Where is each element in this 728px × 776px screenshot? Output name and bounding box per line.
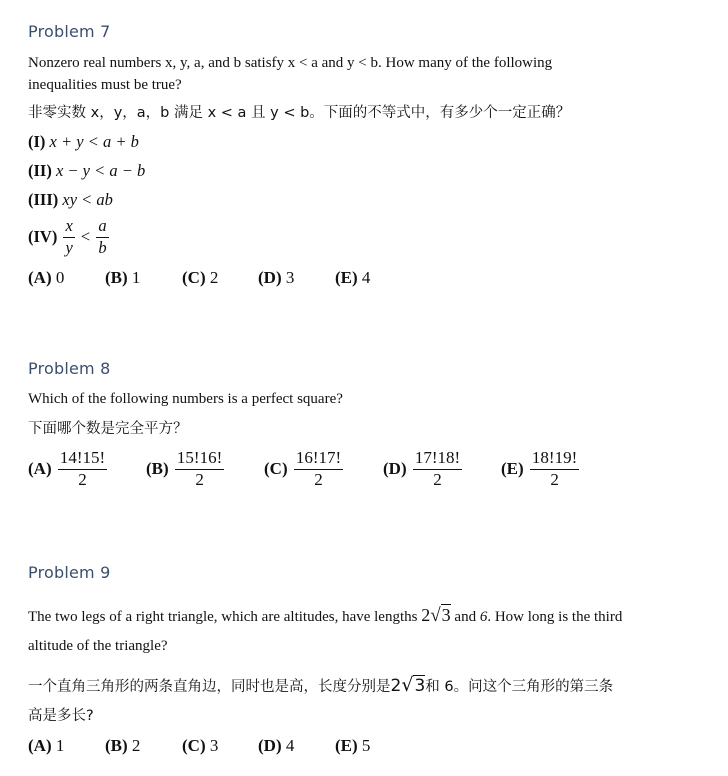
option-a[interactable]	[28, 736, 64, 756]
option-e-label: (E)	[501, 459, 524, 478]
problem-9-chinese-text-pre: 一个直角三角形的两条直角边，同时也是高，长度分别是	[28, 679, 391, 695]
radicand: 3	[441, 605, 451, 625]
inequality-1	[28, 132, 139, 152]
chinese-leg-coefficient: 2	[390, 676, 402, 696]
inequality-3-expr: xy < ab	[62, 190, 113, 209]
inequality-4-left-fraction	[63, 216, 74, 258]
problem-7-english-line-1: Nonzero real numbers x, y, a, and b satisfy x < a and y < b. How many of the following	[28, 55, 553, 71]
problem-8-title: Problem 8	[28, 359, 111, 378]
option-d-value: 3	[285, 268, 295, 287]
option-c-label: (C)	[264, 459, 288, 478]
radicand: 3	[414, 676, 426, 696]
problem-7-english-line-2: inequalities must be true?	[28, 77, 182, 93]
problem-7-title: Problem 7	[28, 22, 111, 41]
radical-sign: √	[430, 605, 441, 626]
option-e[interactable]	[501, 448, 581, 490]
option-e[interactable]	[335, 268, 370, 288]
fraction-numerator: x	[63, 216, 74, 238]
option-c-value: 2	[209, 268, 219, 287]
option-c[interactable]	[182, 268, 218, 288]
option-a[interactable]	[28, 268, 64, 288]
inequality-4	[28, 216, 111, 258]
option-b-label: (B)	[105, 268, 128, 287]
option-b-label: (B)	[105, 736, 128, 755]
option-b[interactable]	[146, 448, 226, 490]
inequality-1-expr: x + y < a + b	[49, 132, 139, 151]
option-a-label: (A)	[28, 268, 52, 287]
option-b-label: (B)	[146, 459, 169, 478]
fraction-denominator: 2	[78, 470, 87, 489]
problem-9-english-line-2: altitude of the triangle?	[28, 638, 168, 654]
fraction-denominator: b	[98, 238, 107, 257]
option-a-fraction	[58, 448, 107, 490]
option-a-label: (A)	[28, 736, 52, 755]
inequality-4-relation: <	[80, 227, 91, 246]
inequality-1-label: (I)	[28, 132, 46, 151]
problem-9-english-line-1	[28, 604, 622, 628]
chinese-square-root-symbol	[401, 674, 425, 698]
leg-length-six: 6	[479, 609, 488, 625]
option-b-fraction	[175, 448, 224, 490]
option-d-fraction	[413, 448, 462, 490]
problem-8-chinese-text: 下面哪个数是完全平方？	[28, 421, 188, 437]
fraction-numerator: 14!15!	[58, 448, 107, 470]
option-e-fraction	[530, 448, 579, 490]
option-b[interactable]	[105, 268, 140, 288]
problem-9-english-and: and	[454, 609, 477, 625]
option-a-label: (A)	[28, 459, 52, 478]
option-d-value: 4	[285, 736, 295, 755]
problem-9-chinese-text-mid: 和 6。问这个三角形的第三条	[425, 679, 614, 695]
radical-sign: √	[401, 674, 414, 696]
option-c[interactable]	[182, 736, 218, 756]
problem-7-chinese-text: 非零实数 x，y，a，b 满足 x < a 且 y < b。下面的不等式中，有多少个一定正确？	[28, 105, 571, 121]
option-c-value: 3	[209, 736, 219, 755]
option-e-label: (E)	[335, 268, 358, 287]
fraction-denominator: 2	[550, 470, 559, 489]
square-root-symbol	[430, 604, 450, 628]
option-e-value: 4	[361, 268, 371, 287]
leg-length-coefficient: 2	[421, 605, 431, 625]
problem-9-chinese-line-2: 高是多长?	[28, 708, 94, 724]
option-d-label: (D)	[258, 736, 282, 755]
option-e[interactable]	[335, 736, 370, 756]
option-c[interactable]	[264, 448, 345, 490]
fraction-denominator: 2	[433, 470, 442, 489]
option-d-label: (D)	[258, 268, 282, 287]
inequality-3	[28, 190, 113, 210]
option-d[interactable]	[258, 736, 294, 756]
option-c-fraction	[294, 448, 343, 490]
option-b-value: 1	[131, 268, 141, 287]
option-d[interactable]	[383, 448, 464, 490]
fraction-denominator: y	[65, 238, 73, 257]
inequality-2-expr: x − y < a − b	[55, 161, 146, 180]
option-c-label: (C)	[182, 268, 206, 287]
option-c-label: (C)	[182, 736, 206, 755]
option-a-value: 1	[55, 736, 65, 755]
option-d[interactable]	[258, 268, 294, 288]
problem-9-title: Problem 9	[28, 563, 111, 582]
inequality-4-right-fraction	[96, 216, 108, 258]
inequality-4-label: (IV)	[28, 227, 58, 246]
fraction-denominator: 2	[314, 470, 323, 489]
fraction-numerator: 17!18!	[413, 448, 462, 470]
fraction-numerator: 18!19!	[530, 448, 579, 470]
fraction-numerator: 15!16!	[175, 448, 224, 470]
fraction-numerator: 16!17!	[294, 448, 343, 470]
problem-8-english-text: Which of the following numbers is a perfect square?	[28, 391, 343, 407]
problem-9-chinese-line-1	[28, 674, 613, 698]
option-e-label: (E)	[335, 736, 358, 755]
inequality-2	[28, 161, 145, 181]
inequality-2-label: (II)	[28, 161, 52, 180]
option-b-value: 2	[131, 736, 141, 755]
option-b[interactable]	[105, 736, 140, 756]
fraction-denominator: 2	[195, 470, 204, 489]
option-a-value: 0	[55, 268, 65, 287]
problem-9-english-text-pre: The two legs of a right triangle, which are altitudes, have lengths	[28, 609, 418, 625]
problem-9-english-text-post: . How long is the third	[487, 609, 623, 625]
option-a[interactable]	[28, 448, 109, 490]
option-d-label: (D)	[383, 459, 407, 478]
inequality-3-label: (III)	[28, 190, 59, 209]
fraction-numerator: a	[96, 216, 108, 238]
option-e-value: 5	[361, 736, 371, 755]
